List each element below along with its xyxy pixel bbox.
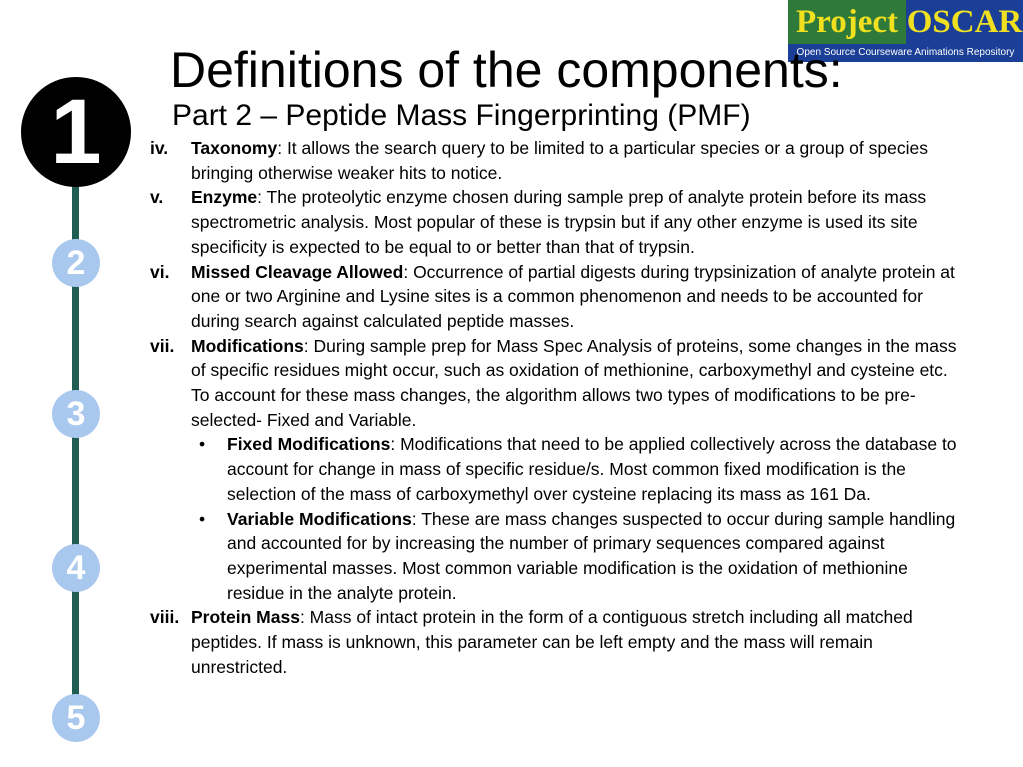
slide-title: Definitions of the components: [170,42,843,98]
bullet: • [199,434,206,455]
item-number: v. [150,187,164,208]
item-number: iv. [150,138,169,158]
item-text: : Occurrence of partial digests during trypsinization of analyte protein at one or two Arginine and Lysine sites is a common phenomenon and needs to be accounted for during search against calculated peptide masses. [191,261,955,331]
logo-oscar-text: OSCAR [906,0,1023,44]
subitem-term: Fixed Modifications [227,434,391,455]
subitem-text: : These are mass changes suspected to occur during sample handling and accounted for by increasing the number of primary sequences compared against experimental masses. Most common variable modification is the oxidation of methionine residue in the analyte protein. [227,508,956,603]
item-term: Taxonomy [191,138,278,158]
item-number: vii. [150,335,175,356]
item-term: Missed Cleavage Allowed [191,261,404,282]
definition-missed-cleavage [150,260,970,334]
item-text: : It allows the search query to be limited to a particular species or a group of species bringing otherwise weaker hits to notice. [191,138,928,183]
step-2[interactable]: 2 [52,239,100,287]
item-term: Enzyme [191,187,258,208]
item-term: Modifications [191,335,304,356]
item-text: : The proteolytic enzyme chosen during sample prep of analyte protein before its mass spectrometric analysis. Most popular of these is trypsin but if any other enzyme is used its site specificity is expected to be equal to or better than that of trypsin. [191,187,927,257]
step-5[interactable]: 5 [52,694,100,742]
definition-protein-mass [150,605,970,679]
subitem-term: Variable Modifications [227,508,412,529]
definition-modifications [150,334,970,433]
item-text: : During sample prep for Mass Spec Analysis of proteins, some changes in the mass of specific residues might occur, such as oxidation of methionine, carboxymethyl and cysteine etc. To account for these mass changes, the algorithm allows two types of modifications to be pre-selected- Fixed and Variable. [191,335,957,430]
subitem-text: : Modifications that need to be applied collectively across the database to account for change in mass of specific residue/s. Most common fixed modification is the selection of the mass of carboxymethyl over cysteine replacing its mass as 161 Da. [227,434,957,504]
subitem-fixed-modifications [150,432,970,506]
item-term: Protein Mass [191,607,300,628]
bullet: • [199,508,206,529]
definition-taxonomy [150,136,970,185]
logo-subtitle: Open Source Courseware Animations Repository [788,44,1023,62]
slide-subtitle: Part 2 – Peptide Mass Fingerprinting (PMF) [172,99,751,132]
subitem-variable-modifications [150,507,970,606]
logo-project-text: Project [788,0,906,44]
step-4[interactable]: 4 [52,544,100,592]
definition-enzyme [150,185,970,259]
item-number: viii. [150,607,180,628]
item-number: vi. [150,261,170,282]
step-1-current[interactable]: 1 [21,77,131,187]
definitions-list [150,136,970,679]
step-3[interactable]: 3 [52,390,100,438]
item-text: : Mass of intact protein in the form of a contiguous stretch including all matched peptides. If mass is unknown, this parameter can be left empty and the mass will remain unrestricted. [191,607,913,677]
